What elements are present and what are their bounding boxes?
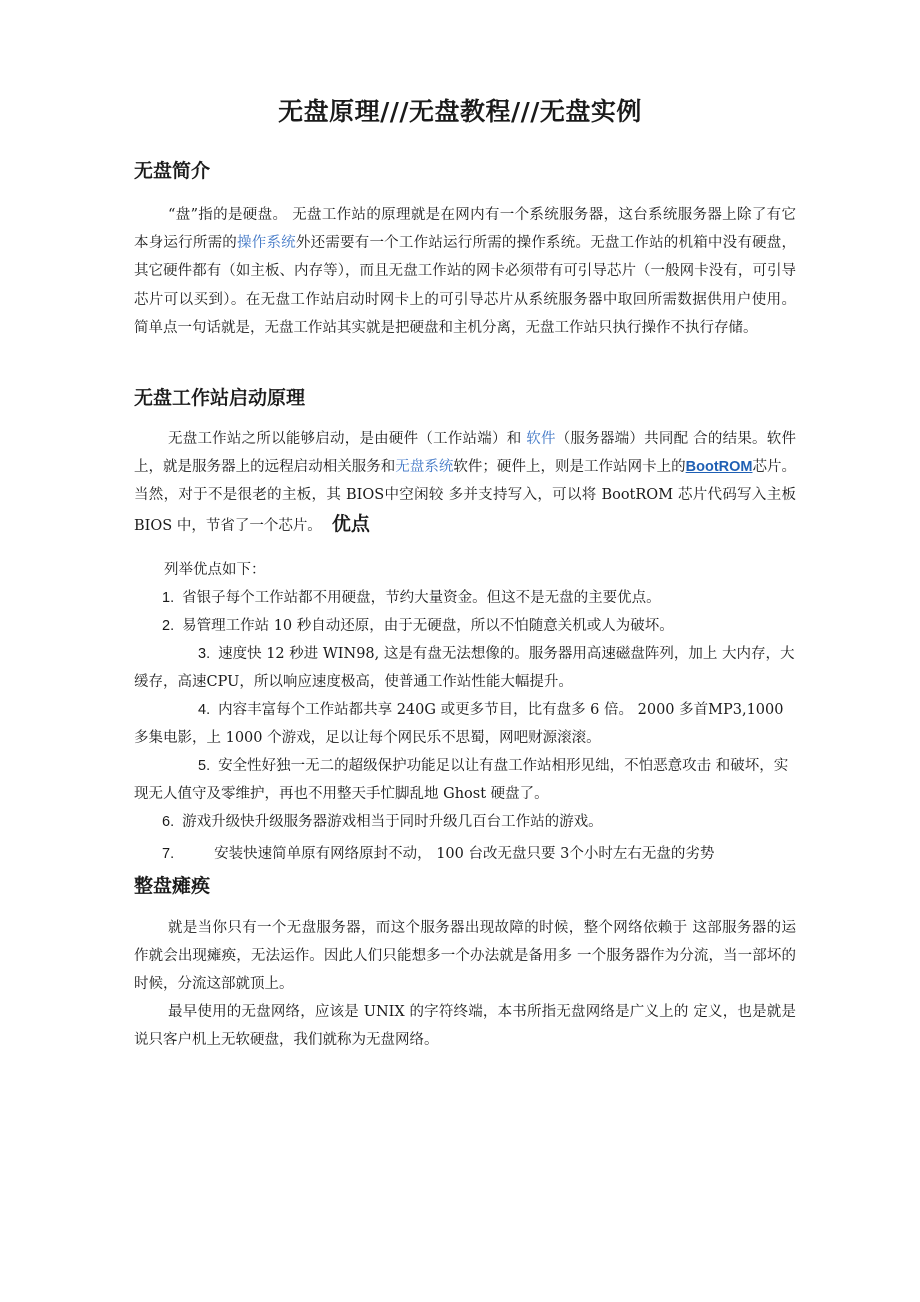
- heading-intro: 无盘简介: [134, 160, 211, 182]
- heading-advantages: 优点: [331, 512, 370, 535]
- list-item-number: 6.: [162, 814, 175, 830]
- disadvantage-paragraph-1: 就是当你只有一个无盘服务器，而这个服务器出现故障的时候，整个网络依赖于 这部服务器的运作就会出现瘫痪，无法运作。因此人们只能想多一个办法就是备用多 一个服务器作为分流，当一部坏的时候，分流这部就顶上。: [134, 920, 796, 993]
- list-item-6: [162, 808, 794, 836]
- list-item-4: [134, 696, 796, 752]
- boot-text-1: 无盘工作站之所以能够启动，是由硬件（工作站端）和: [168, 431, 527, 447]
- boot-text-3: 软件；硬件上，则是工作站网卡上的: [453, 459, 686, 476]
- list-item-text: 安装快速简单原有网络原封不动， 100 台改无盘只要 3个小时左右无盘的劣势: [214, 846, 715, 862]
- list-item-text: 速度快 12 秒进 WIN98, 这是有盘无法想像的。服务器用高速磁盘阵列，加上 大内存，大缓存，高速CPU，所以响应速度极高，使普通工作站性能大幅提升。: [134, 646, 795, 691]
- intro-text-1: “盘”指的是硬盘。 无盘工作站的原理就是在网内有一个系统服务器，这台系统服务器上除了有它本身运行所需的: [134, 207, 796, 252]
- list-item-3: [134, 640, 796, 696]
- list-item-text: 省银子每个工作站都不用硬盘，节约大量资金。但这不是无盘的主要优点。: [182, 590, 661, 606]
- disadvantage-paragraph-2: 最早使用的无盘网络，应该是 UNIX 的字符终端，本书所指无盘网络是广义上的 定义，也是就是说只客户机上无软硬盘，我们就称为无盘网络。: [134, 1004, 796, 1049]
- list-item-number: 1.: [162, 590, 175, 606]
- list-item-text: 内容丰富每个工作站都共享 240G 或更多节目，比有盘多 6 倍。 2000 多首MP3,1000 多集电影，上 1000 个游戏，足以让每个网民乐不思蜀，网吧财源滚滚。: [134, 702, 784, 747]
- list-item-number: 7.: [162, 846, 175, 862]
- diskless-system-link[interactable]: 无盘系统: [395, 459, 454, 476]
- list-item-7: [162, 840, 802, 868]
- page-title: 无盘原理///无盘教程///无盘实例: [278, 97, 642, 126]
- advantages-intro: 列举优点如下：: [164, 562, 266, 578]
- os-link[interactable]: 操作系统: [237, 235, 296, 252]
- bootrom-link[interactable]: BootROM: [685, 459, 753, 476]
- list-item-text: 易管理工作站 10 秒自动还原，由于无硬盘，所以不怕随意关机或人为破坏。: [182, 618, 674, 634]
- boot-paragraph: [134, 425, 796, 540]
- intro-text-2: 外还需要有一个工作站运行所需的操作系统。无盘工作站的机箱中没有硬盘，其它硬件都有（如主板、内存等），而且无盘工作站的网卡必须带有可引导芯片（一般网卡没有，可引导芯片可以买到）。在无盘工作站启动时网卡上的可引导芯片从系统服务器中取回所需数据供用户使用。 简单点一句话就是，无盘工作站其实就是把硬盘和主机分离，无盘工作站只执行操作不执行存储。: [134, 235, 797, 336]
- list-item-1: [162, 584, 794, 612]
- boot-text-2: （服务器端）共同配 合的结果。软件上，就是服务器上的远程启动相关服务和: [134, 431, 797, 476]
- heading-boot: 无盘工作站启动原理: [134, 387, 306, 409]
- list-item-number: 3.: [198, 646, 211, 662]
- list-item-5: [134, 752, 796, 808]
- list-item-text: 安全性好独一无二的超级保护功能足以让有盘工作站相形见绌，不怕恶意攻击 和破坏，实现无人值守及零维护，再也不用整天手忙脚乱地 Ghost 硬盘了。: [134, 758, 789, 803]
- list-item-number: 4.: [198, 702, 211, 718]
- heading-disadvantage: 整盘瘫痪: [134, 875, 211, 897]
- software-link[interactable]: 软件: [526, 431, 556, 447]
- intro-paragraph: [134, 201, 796, 342]
- list-item-2: [162, 612, 794, 640]
- list-item-number: 2.: [162, 618, 175, 634]
- list-item-text: 游戏升级快升级服务器游戏相当于同时升级几百台工作站的游戏。: [182, 814, 603, 830]
- boot-text-4: 芯片。当然，对于不是很老的主板，其 BIOS中空闲较 多并支持写入，可以将 BootROM 芯片代码写入主板 BIOS 中，节省了一个芯片。: [134, 459, 797, 534]
- list-item-number: 5.: [198, 758, 211, 774]
